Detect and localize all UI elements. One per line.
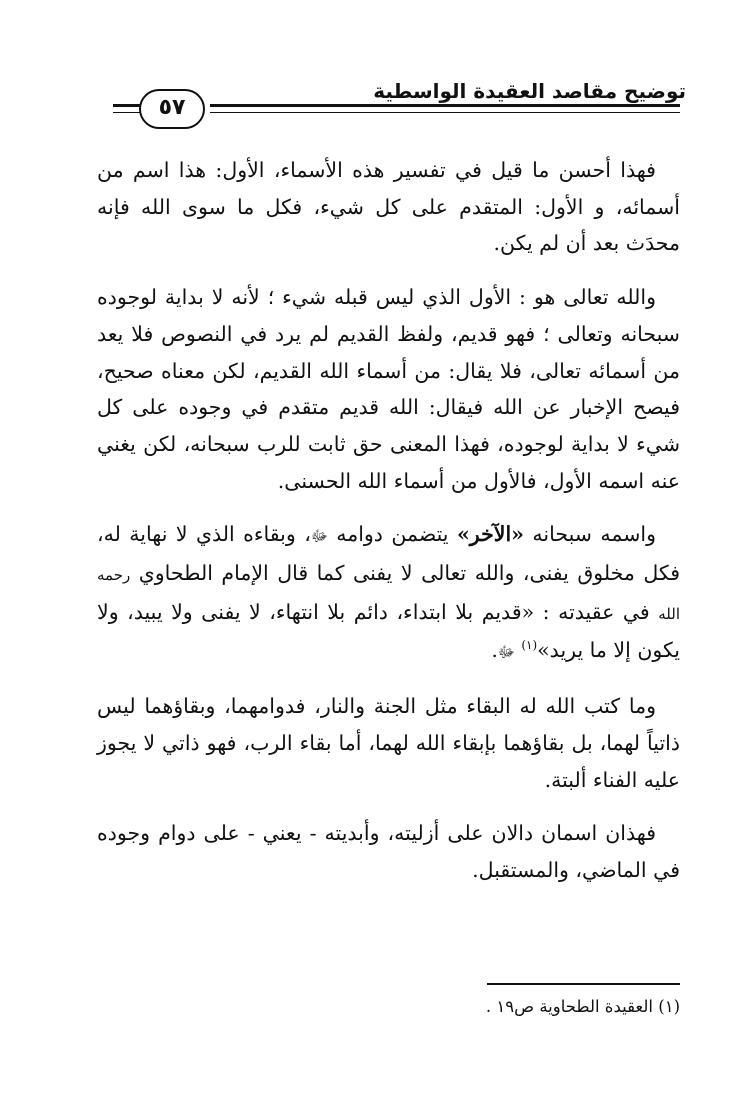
paragraph-4 bbox=[97, 688, 680, 798]
header-rule-left-thin bbox=[113, 112, 141, 113]
text-run: في عقيدته : «قديم بلا ابتداء، دائم بلا انتهاء، لا يفنى ولا يبيد، ولا يكون إلا ما يريد» bbox=[97, 599, 680, 663]
text-run: . bbox=[491, 638, 498, 663]
footnote-marker: (١) bbox=[658, 997, 680, 1016]
book-title: توضيح مقاصد العقيدة الواسطية bbox=[373, 79, 686, 103]
header-rule-right-thin bbox=[210, 112, 680, 113]
footnote-ref[interactable]: (١) bbox=[521, 638, 538, 653]
text-run: يتضمن دوامه bbox=[327, 522, 457, 547]
text-run: فهذان اسمان دالان على أزليته، وأبديته - يعني - على دوام وجوده في الماضي، والمستقبل. bbox=[97, 821, 680, 882]
main-text bbox=[97, 152, 680, 889]
text-run: واسمه سبحانه bbox=[523, 522, 656, 547]
header-rule-left-thick bbox=[113, 104, 141, 107]
paragraph-3 bbox=[97, 516, 680, 671]
paragraph-2 bbox=[97, 279, 680, 499]
text-run: وما كتب الله له البقاء مثل الجنة والنار، فدوامهما، وبقاؤهما ليس ذاتياً لهما، بل بقاؤهما بإبقاء الله لهما، أما بقاء الرب، فهو ذاتي لا يجوز عليه الفناء ألبتة. bbox=[97, 694, 680, 792]
honorific-glyph: ﷻ bbox=[497, 643, 515, 662]
footnote-text: العقيدة الطحاوية ص١٩ . bbox=[485, 997, 653, 1016]
paragraph-5 bbox=[97, 815, 680, 888]
footnote-separator bbox=[487, 983, 680, 985]
paragraph-1 bbox=[97, 152, 680, 262]
text-run: والله تعالى هو : الأول الذي ليس قبله شيء ؛ لأنه لا بداية لوجوده سبحانه وتعالى ؛ فهو قديم، ولفظ القديم لم يرد في النصوص فلا يعد من أسمائه تعالى، فلا يقال: من أسماء الله القديم، لكن معناه صحيح، فيصح الإخبار عن الله فيقال: الله قديم متقدم في وجوده على كل شيء لا بداية لوجوده، فهذا المعنى حق ثابت للرب سبحانه، لكن يغني عنه اسمه الأول، فالأول من أسماء الله الحسنى. bbox=[97, 285, 680, 493]
footnote bbox=[260, 997, 680, 1016]
honorific-glyph: رحمه الله bbox=[97, 566, 680, 623]
text-run: ، وبقاءه الذي لا نهاية له، فكل مخلوق يفنى، والله تعالى لا يفنى كما قال الإمام الطحاوي bbox=[97, 522, 680, 586]
header-rule-right-thick bbox=[210, 104, 680, 107]
page-number-badge: ٥٧ bbox=[139, 89, 205, 129]
honorific-glyph: ﷻ bbox=[310, 527, 328, 546]
text-run: فهذا أحسن ما قيل في تفسير هذه الأسماء، الأول: هذا اسم من أسمائه، و الأول: المتقدم على كل شيء، فكل ما سوى الله فإنه محدَث بعد أن لم يكن. bbox=[97, 158, 680, 256]
quoted-name-al-akhir: «الآخر» bbox=[456, 522, 524, 547]
